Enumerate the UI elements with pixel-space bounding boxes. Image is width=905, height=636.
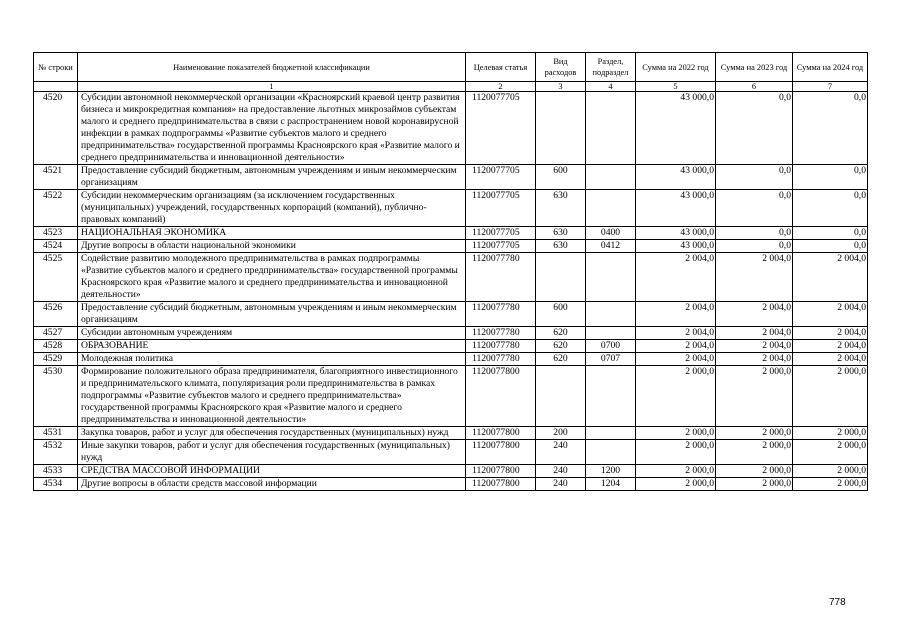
expense-type	[536, 253, 586, 302]
table-row	[34, 427, 868, 440]
section-code	[586, 302, 636, 327]
column-number-row	[34, 82, 868, 92]
target-article: 1120077705	[466, 227, 536, 240]
section-code: 1200	[586, 465, 636, 478]
section-code	[586, 366, 636, 427]
indicator-name: Закупка товаров, работ и услуг для обеспечения государственных (муниципальных) нужд	[78, 427, 466, 440]
amount-2022: 2 000,0	[636, 440, 716, 465]
row-number: 4526	[34, 302, 78, 327]
indicator-name: Иные закупки товаров, работ и услуг для обеспечения государственных (муниципальных) нужд	[78, 440, 466, 465]
amount-2024: 2 000,0	[793, 478, 868, 491]
amount-2024: 2 000,0	[793, 440, 868, 465]
amount-2023: 2 000,0	[716, 465, 793, 478]
amount-2023: 0,0	[716, 165, 793, 190]
amount-2023: 0,0	[716, 190, 793, 227]
section-code: 0400	[586, 227, 636, 240]
amount-2024: 2 004,0	[793, 353, 868, 366]
header-sum-2024: Сумма на 2024 год	[793, 53, 868, 82]
expense-type: 240	[536, 478, 586, 491]
indicator-name: ОБРАЗОВАНИЕ	[78, 340, 466, 353]
section-code	[586, 92, 636, 165]
row-number: 4521	[34, 165, 78, 190]
section-code	[586, 427, 636, 440]
indicator-name: Молодежная политика	[78, 353, 466, 366]
row-number: 4528	[34, 340, 78, 353]
target-article: 1120077705	[466, 240, 536, 253]
amount-2022: 43 000,0	[636, 240, 716, 253]
amount-2023: 2 000,0	[716, 427, 793, 440]
amount-2024: 2 004,0	[793, 327, 868, 340]
amount-2022: 43 000,0	[636, 227, 716, 240]
target-article: 1120077780	[466, 353, 536, 366]
amount-2023: 2 000,0	[716, 366, 793, 427]
target-article: 1120077780	[466, 302, 536, 327]
column-number: 6	[716, 82, 793, 92]
amount-2023: 2 004,0	[716, 302, 793, 327]
target-article: 1120077705	[466, 190, 536, 227]
section-code: 1204	[586, 478, 636, 491]
indicator-name: Формирование положительного образа предпринимателя, благоприятного инвестиционного и предпринимательского климата, популяризация роли предпринимательства в рамках подпрограммы «Развитие субъектов малого и среднего предпринимательства» государственной программы Красноярского края «Развитие малого и среднего предпринимательства и инновационной деятельности»	[78, 366, 466, 427]
amount-2023: 2 000,0	[716, 478, 793, 491]
table-body	[34, 92, 868, 491]
amount-2023: 2 004,0	[716, 327, 793, 340]
target-article: 1120077780	[466, 327, 536, 340]
expense-type: 620	[536, 340, 586, 353]
indicator-name: Субсидии автономной некоммерческой организации «Красноярский краевой центр развития бизнеса и микрокредитная компания» на предоставление льготных микрозаймов субъектам малого и среднего предпринимательства в связи с распространением новой коронавирусной инфекции в рамках подпрограммы «Развитие субъектов малого и среднего предпринимательства» государственной программы Красноярского края «Развитие малого и среднего предпринимательства и инновационной деятельности»	[78, 92, 466, 165]
indicator-name: Предоставление субсидий бюджетным, автономным учреждениям и иным некоммерческим организациям	[78, 302, 466, 327]
expense-type: 630	[536, 227, 586, 240]
amount-2024: 2 004,0	[793, 302, 868, 327]
table-row	[34, 253, 868, 302]
table-row	[34, 92, 868, 165]
expense-type	[536, 92, 586, 165]
indicator-name: Субсидии автономным учреждениям	[78, 327, 466, 340]
target-article: 1120077800	[466, 427, 536, 440]
amount-2022: 43 000,0	[636, 165, 716, 190]
section-code: 0412	[586, 240, 636, 253]
header-target: Целевая статья	[466, 53, 536, 82]
column-number: 2	[466, 82, 536, 92]
table-row	[34, 366, 868, 427]
expense-type: 600	[536, 302, 586, 327]
amount-2023: 2 000,0	[716, 440, 793, 465]
amount-2024: 0,0	[793, 227, 868, 240]
row-number: 4522	[34, 190, 78, 227]
amount-2023: 0,0	[716, 227, 793, 240]
column-number: 5	[636, 82, 716, 92]
amount-2022: 2 004,0	[636, 253, 716, 302]
row-number: 4529	[34, 353, 78, 366]
expense-type: 240	[536, 440, 586, 465]
expense-type: 240	[536, 465, 586, 478]
target-article: 1120077800	[466, 465, 536, 478]
indicator-name: Другие вопросы в области национальной экономики	[78, 240, 466, 253]
table-row	[34, 302, 868, 327]
amount-2022: 2 004,0	[636, 302, 716, 327]
table-row	[34, 190, 868, 227]
indicator-name: Предоставление субсидий бюджетным, автономным учреждениям и иным некоммерческим организациям	[78, 165, 466, 190]
target-article: 1120077800	[466, 366, 536, 427]
target-article: 1120077705	[466, 165, 536, 190]
table-row	[34, 227, 868, 240]
amount-2022: 2 000,0	[636, 366, 716, 427]
header-row	[34, 53, 868, 82]
target-article: 1120077780	[466, 340, 536, 353]
amount-2024: 0,0	[793, 240, 868, 253]
target-article: 1120077780	[466, 253, 536, 302]
amount-2023: 2 004,0	[716, 353, 793, 366]
section-code	[586, 327, 636, 340]
expense-type: 200	[536, 427, 586, 440]
amount-2024: 2 004,0	[793, 253, 868, 302]
table-row	[34, 353, 868, 366]
indicator-name: Другие вопросы в области средств массовой информации	[78, 478, 466, 491]
amount-2023: 2 004,0	[716, 253, 793, 302]
amount-2024: 2 004,0	[793, 340, 868, 353]
column-number	[34, 82, 78, 92]
column-number: 3	[536, 82, 586, 92]
amount-2022: 2 000,0	[636, 465, 716, 478]
page-number: 778	[829, 597, 846, 608]
amount-2024: 2 000,0	[793, 366, 868, 427]
amount-2022: 43 000,0	[636, 92, 716, 165]
table-row	[34, 478, 868, 491]
table-row	[34, 327, 868, 340]
section-code	[586, 253, 636, 302]
expense-type: 630	[536, 190, 586, 227]
section-code	[586, 190, 636, 227]
table-row	[34, 165, 868, 190]
table-row	[34, 240, 868, 253]
header-sum-2023: Сумма на 2023 год	[716, 53, 793, 82]
amount-2022: 2 004,0	[636, 340, 716, 353]
target-article: 1120077705	[466, 92, 536, 165]
amount-2022: 2 000,0	[636, 427, 716, 440]
header-vid: Вид расходов	[536, 53, 586, 82]
amount-2023: 0,0	[716, 92, 793, 165]
indicator-name: СРЕДСТВА МАССОВОЙ ИНФОРМАЦИИ	[78, 465, 466, 478]
section-code	[586, 440, 636, 465]
indicator-name: Субсидии некоммерческим организациям (за исключением государственных (муниципальных) учреждений, государственных корпораций (компаний), публично-правовых компаний)	[78, 190, 466, 227]
amount-2023: 2 004,0	[716, 340, 793, 353]
section-code: 0707	[586, 353, 636, 366]
row-number: 4534	[34, 478, 78, 491]
section-code: 0700	[586, 340, 636, 353]
table-row	[34, 340, 868, 353]
amount-2022: 2 004,0	[636, 353, 716, 366]
row-number: 4524	[34, 240, 78, 253]
row-number: 4533	[34, 465, 78, 478]
budget-table	[33, 52, 868, 491]
amount-2022: 43 000,0	[636, 190, 716, 227]
amount-2022: 2 000,0	[636, 478, 716, 491]
column-number: 7	[793, 82, 868, 92]
row-number: 4525	[34, 253, 78, 302]
column-number: 1	[78, 82, 466, 92]
amount-2022: 2 004,0	[636, 327, 716, 340]
row-number: 4520	[34, 92, 78, 165]
indicator-name: НАЦИОНАЛЬНАЯ ЭКОНОМИКА	[78, 227, 466, 240]
section-code	[586, 165, 636, 190]
header-section: Раздел, подраздел	[586, 53, 636, 82]
row-number: 4527	[34, 327, 78, 340]
indicator-name: Содействие развитию молодежного предпринимательства в рамках подпрограммы «Развитие субъектов малого и среднего предпринимательства» государственной программы Красноярского края «Развитие малого и среднего предпринимательства и инновационной деятельности»	[78, 253, 466, 302]
row-number: 4532	[34, 440, 78, 465]
expense-type: 600	[536, 165, 586, 190]
expense-type: 620	[536, 353, 586, 366]
header-sum-2022: Сумма на 2022 год	[636, 53, 716, 82]
target-article: 1120077800	[466, 478, 536, 491]
amount-2024: 2 000,0	[793, 427, 868, 440]
header-name: Наименование показателей бюджетной классификации	[78, 53, 466, 82]
expense-type: 630	[536, 240, 586, 253]
table-row	[34, 440, 868, 465]
amount-2023: 0,0	[716, 240, 793, 253]
expense-type	[536, 366, 586, 427]
amount-2024: 2 000,0	[793, 465, 868, 478]
column-number: 4	[586, 82, 636, 92]
amount-2024: 0,0	[793, 165, 868, 190]
row-number: 4523	[34, 227, 78, 240]
table-row	[34, 465, 868, 478]
amount-2024: 0,0	[793, 92, 868, 165]
expense-type: 620	[536, 327, 586, 340]
target-article: 1120077800	[466, 440, 536, 465]
row-number: 4531	[34, 427, 78, 440]
row-number: 4530	[34, 366, 78, 427]
amount-2024: 0,0	[793, 190, 868, 227]
header-row-no: № строки	[34, 53, 78, 82]
